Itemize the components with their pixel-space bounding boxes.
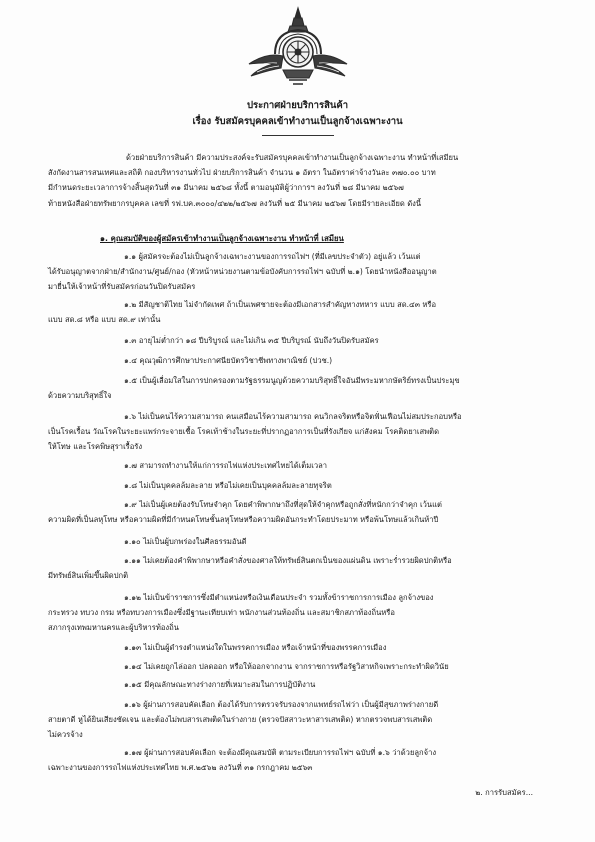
qualification-item-1-6 [48,409,462,455]
qualification-item-1-9 [48,497,442,527]
qualification-line: ๑.๑๗ ผู้ผ่านการสอบคัดเลือก จะต้องมีคุณสมบัติ ตามระเบียบการรถไฟฯ ฉบับที่ ๑.๖ ว่าด้วยลูกจ้าง [124,748,437,757]
srt-winged-wheel-crest-icon [243,6,353,88]
intro-line: ด้วยฝ่ายบริการสินค้า มีความประสงค์จะรับสมัครบุคคลเข้าทำงานเป็นลูกจ้างเฉพาะงาน ทำหน้าที่เสมียน [126,153,459,162]
qualification-line: ๑.๙ ไม่เป็นผู้เคยต้องรับโทษจำคุก โดยคำพิพากษาถึงที่สุดให้จำคุกหรือถูกสั่งที่หนักกว่าจำคุก เว้นแต่ [124,500,442,509]
qualification-item-1-16 [48,697,438,743]
qualification-item-1-13 [124,640,386,655]
qualification-line: ไม่ควรจ้าง [48,730,83,740]
qualification-line: ๑.๑๑ ไม่เคยต้องคำพิพากษาหรือคำสั่งของศาลให้ทรัพย์สินตกเป็นของแผ่นดิน เพราะร่ำรวยผิดปกติหรือ [124,556,452,565]
qualification-item-1-7 [124,458,327,473]
intro-line: มีกำหนดระยะเวลาการจ้างสิ้นสุดวันที่ ๓๑ มีนาคม ๒๕๖๘ ทั้งนี้ ตามอนุมัติผู้ว่าการฯ ลงวันที่ ๒๘ มีนาคม ๒๕๖๗ [48,183,404,193]
qualification-line: สายตาดี หูได้ยินเสียงชัดเจน และต้องไม่พบสารเสพติดในร่างกาย (ตรวจปัสสาวะหาสารเสพติด) หากตรวจพบสารเสพติด [48,715,433,725]
qualification-item-1-17 [48,745,436,775]
qualification-line: สภากรุงเทพมหานครและผู้บริหารท้องถิ่น [48,623,179,633]
qualification-item-1-8 [124,478,332,493]
qualification-item-1-10 [124,534,247,549]
qualification-line: ๑.๗ สามารถทำงานให้แก่การรถไฟแห่งประเทศไทยได้เต็มเวลา [124,461,327,470]
qualification-item-1-2 [48,297,436,327]
qualifications-heading: ๑. คุณสมบัติของผู้สมัครเข้าทำงานเป็นลูกจ้างเฉพาะงาน ทำหน้าที่ เสมียน [100,234,344,243]
qualification-line: ให้โทษ และโรคพิษสุราเรื้อรัง [48,442,143,452]
qualification-line: มีทรัพย์สินเพิ่มขึ้นผิดปกติ [48,571,129,581]
qualification-line: แบบ สด.๘ หรือ แบบ สด.๙ เท่านั้น [48,315,161,325]
qualification-line: เฉพาะงานของการรถไฟแห่งประเทศไทย พ.ศ.๒๕๖๒ ลงวันที่ ๓๑ กรกฎาคม ๒๕๖๓ [48,763,313,773]
title-divider [262,135,334,136]
qualification-line: ๑.๖ ไม่เป็นคนไร้ความสามารถ คนเสมือนไร้ความสามารถ คนวิกลจริตหรือจิตฟั่นเฟือนไม่สมประกอบหรือ [124,412,462,421]
qualification-item-1-1 [48,249,437,295]
qualification-line: ๑.๑๐ ไม่เป็นผู้บกพร่องในศีลธรรมอันดี [124,537,247,546]
qualification-line: ๑.๑๕ มีคุณลักษณะทางร่างกายที่เหมาะสมในการปฏิบัติงาน [124,680,316,689]
qualification-line: ๑.๑๓ ไม่เป็นผู้ดำรงตำแหน่งใดในพรรคการเมือง หรือเจ้าหน้าที่ของพรรคการเมือง [124,643,387,652]
qualification-item-1-11 [48,553,452,583]
qualification-line: ๑.๑๖ ผู้ผ่านการสอบคัดเลือก ต้องได้รับการตรวจรับรองจากแพทย์รถไฟว่า เป็นผู้มีสุขภาพร่างกายดี [124,700,439,709]
intro-line: ท้ายหนังสือฝ่ายทรัพยากรบุคคล เลขที่ รฟ.บค.๓๐๐๐/๔๒๒/๒๕๖๗ ลงวันที่ ๒๕ มีนาคม ๒๕๖๗ โดยมีรายละเอียด ดังนี้ [48,198,422,208]
qualification-line: ความผิดที่เป็นลหุโทษ หรือความผิดที่มีกำหนดโทษชั้นลหุโทษหรือความผิดอันกระทำโดยประมาท หรือพ้นโทษแล้วเกินห้าปี [48,515,439,525]
qualification-line: ๑.๓ อายุไม่ต่ำกว่า ๑๘ ปีบริบูรณ์ และไม่เกิน ๓๕ ปีบริบูรณ์ นับถึงวันปิดรับสมัคร [124,336,379,345]
qualification-item-1-4 [124,353,332,368]
qualification-item-1-14 [124,659,449,674]
qualification-line: ด้วยความบริสุทธิ์ใจ [48,391,112,401]
qualification-line: เป็นโรคเรื้อน วัณโรคในระยะแพร่กระจายเชื้อ โรคเท้าช้างในระยะที่ปรากฏอาการเป็นที่รังเกียจ แก่สังคม โรคติดยาเสพติด [48,427,440,437]
qualification-line: มายื่นให้เจ้าหน้าที่รับสมัครก่อนวันปิดรับสมัคร [48,282,196,292]
qualification-line: ๑.๔ คุณวุฒิการศึกษาประกาศนียบัตรวิชาชีพทางพาณิชย์ (ปวช.) [124,356,333,365]
qualification-line: ๑.๘ ไม่เป็นบุคคลล้มละลาย หรือไม่เคยเป็นบุคคลล้มละลายทุจริต [124,481,332,490]
qualification-line: ๑.๑ ผู้สมัครจะต้องไม่เป็นลูกจ้างเฉพาะงานของการรถไฟฯ (ที่มีเลขประจำตัว) อยู่แล้ว เว้นแต่ [124,252,421,261]
qualification-item-1-5 [48,373,460,403]
intro-paragraph [48,150,563,211]
qualification-item-1-12 [48,590,434,636]
qualification-line: ๑.๕ เป็นผู้เลื่อมใสในการปกครองตามรัฐธรรมนูญด้วยความบริสุทธิ์ใจอันมีพระมหากษัตริย์ทรงเป็นประมุข [124,376,460,385]
qualification-line: ได้รับอนุญาตจากฝ่าย/สำนักงาน/ศูนย์/กอง (หัวหน้าหน่วยงานตามข้อบังคับการรถไฟฯ ฉบับที่ ๒.๑) โดยนำหนังสืออนุญาต [48,267,437,277]
qualification-line: ๑.๒ มีสัญชาติไทย ไม่จำกัดเพศ ถ้าเป็นเพศชายจะต้องมีเอกสารสำคัญทางทหาร แบบ สด.๔๓ หรือ [124,300,437,309]
qualification-line: กระทรวง ทบวง กรม หรือทบวงการเมืองซึ่งมีฐานะเทียบเท่า พนักงานส่วนท้องถิ่น และสมาชิกสภาท้องถิ่นหรือ [48,608,395,618]
announcement-title: ประกาศฝ่ายบริการสินค้า [246,100,349,111]
qualification-line: ๑.๑๔ ไม่เคยถูกไล่ออก ปลดออก หรือให้ออกจากงาน จากราชการหรือรัฐวิสาหกิจเพราะกระทำผิดวินัย [124,662,449,671]
intro-line: สังกัดงานสารสนเทศและสถิติ กองบริหารงานทั่วไป ฝ่ายบริการสินค้า จำนวน ๑ อัตรา ในอัตราค่าจ้างวันละ ๓๗๐.๐๐ บาท [48,168,436,178]
announcement-subject: เรื่อง รับสมัครบุคคลเข้าทำงานเป็นลูกจ้างเฉพาะงาน [192,116,403,127]
qualification-item-1-15 [124,677,315,692]
page-continuation-note: ๒. การรับสมัคร... [475,788,533,797]
qualification-line: ๑.๑๒ ไม่เป็นข้าราชการซึ่งมีตำแหน่งหรือเงินเดือนประจำ รวมทั้งข้าราชการการเมือง ลูกจ้างของ [124,593,434,602]
qualification-item-1-3 [124,333,379,348]
